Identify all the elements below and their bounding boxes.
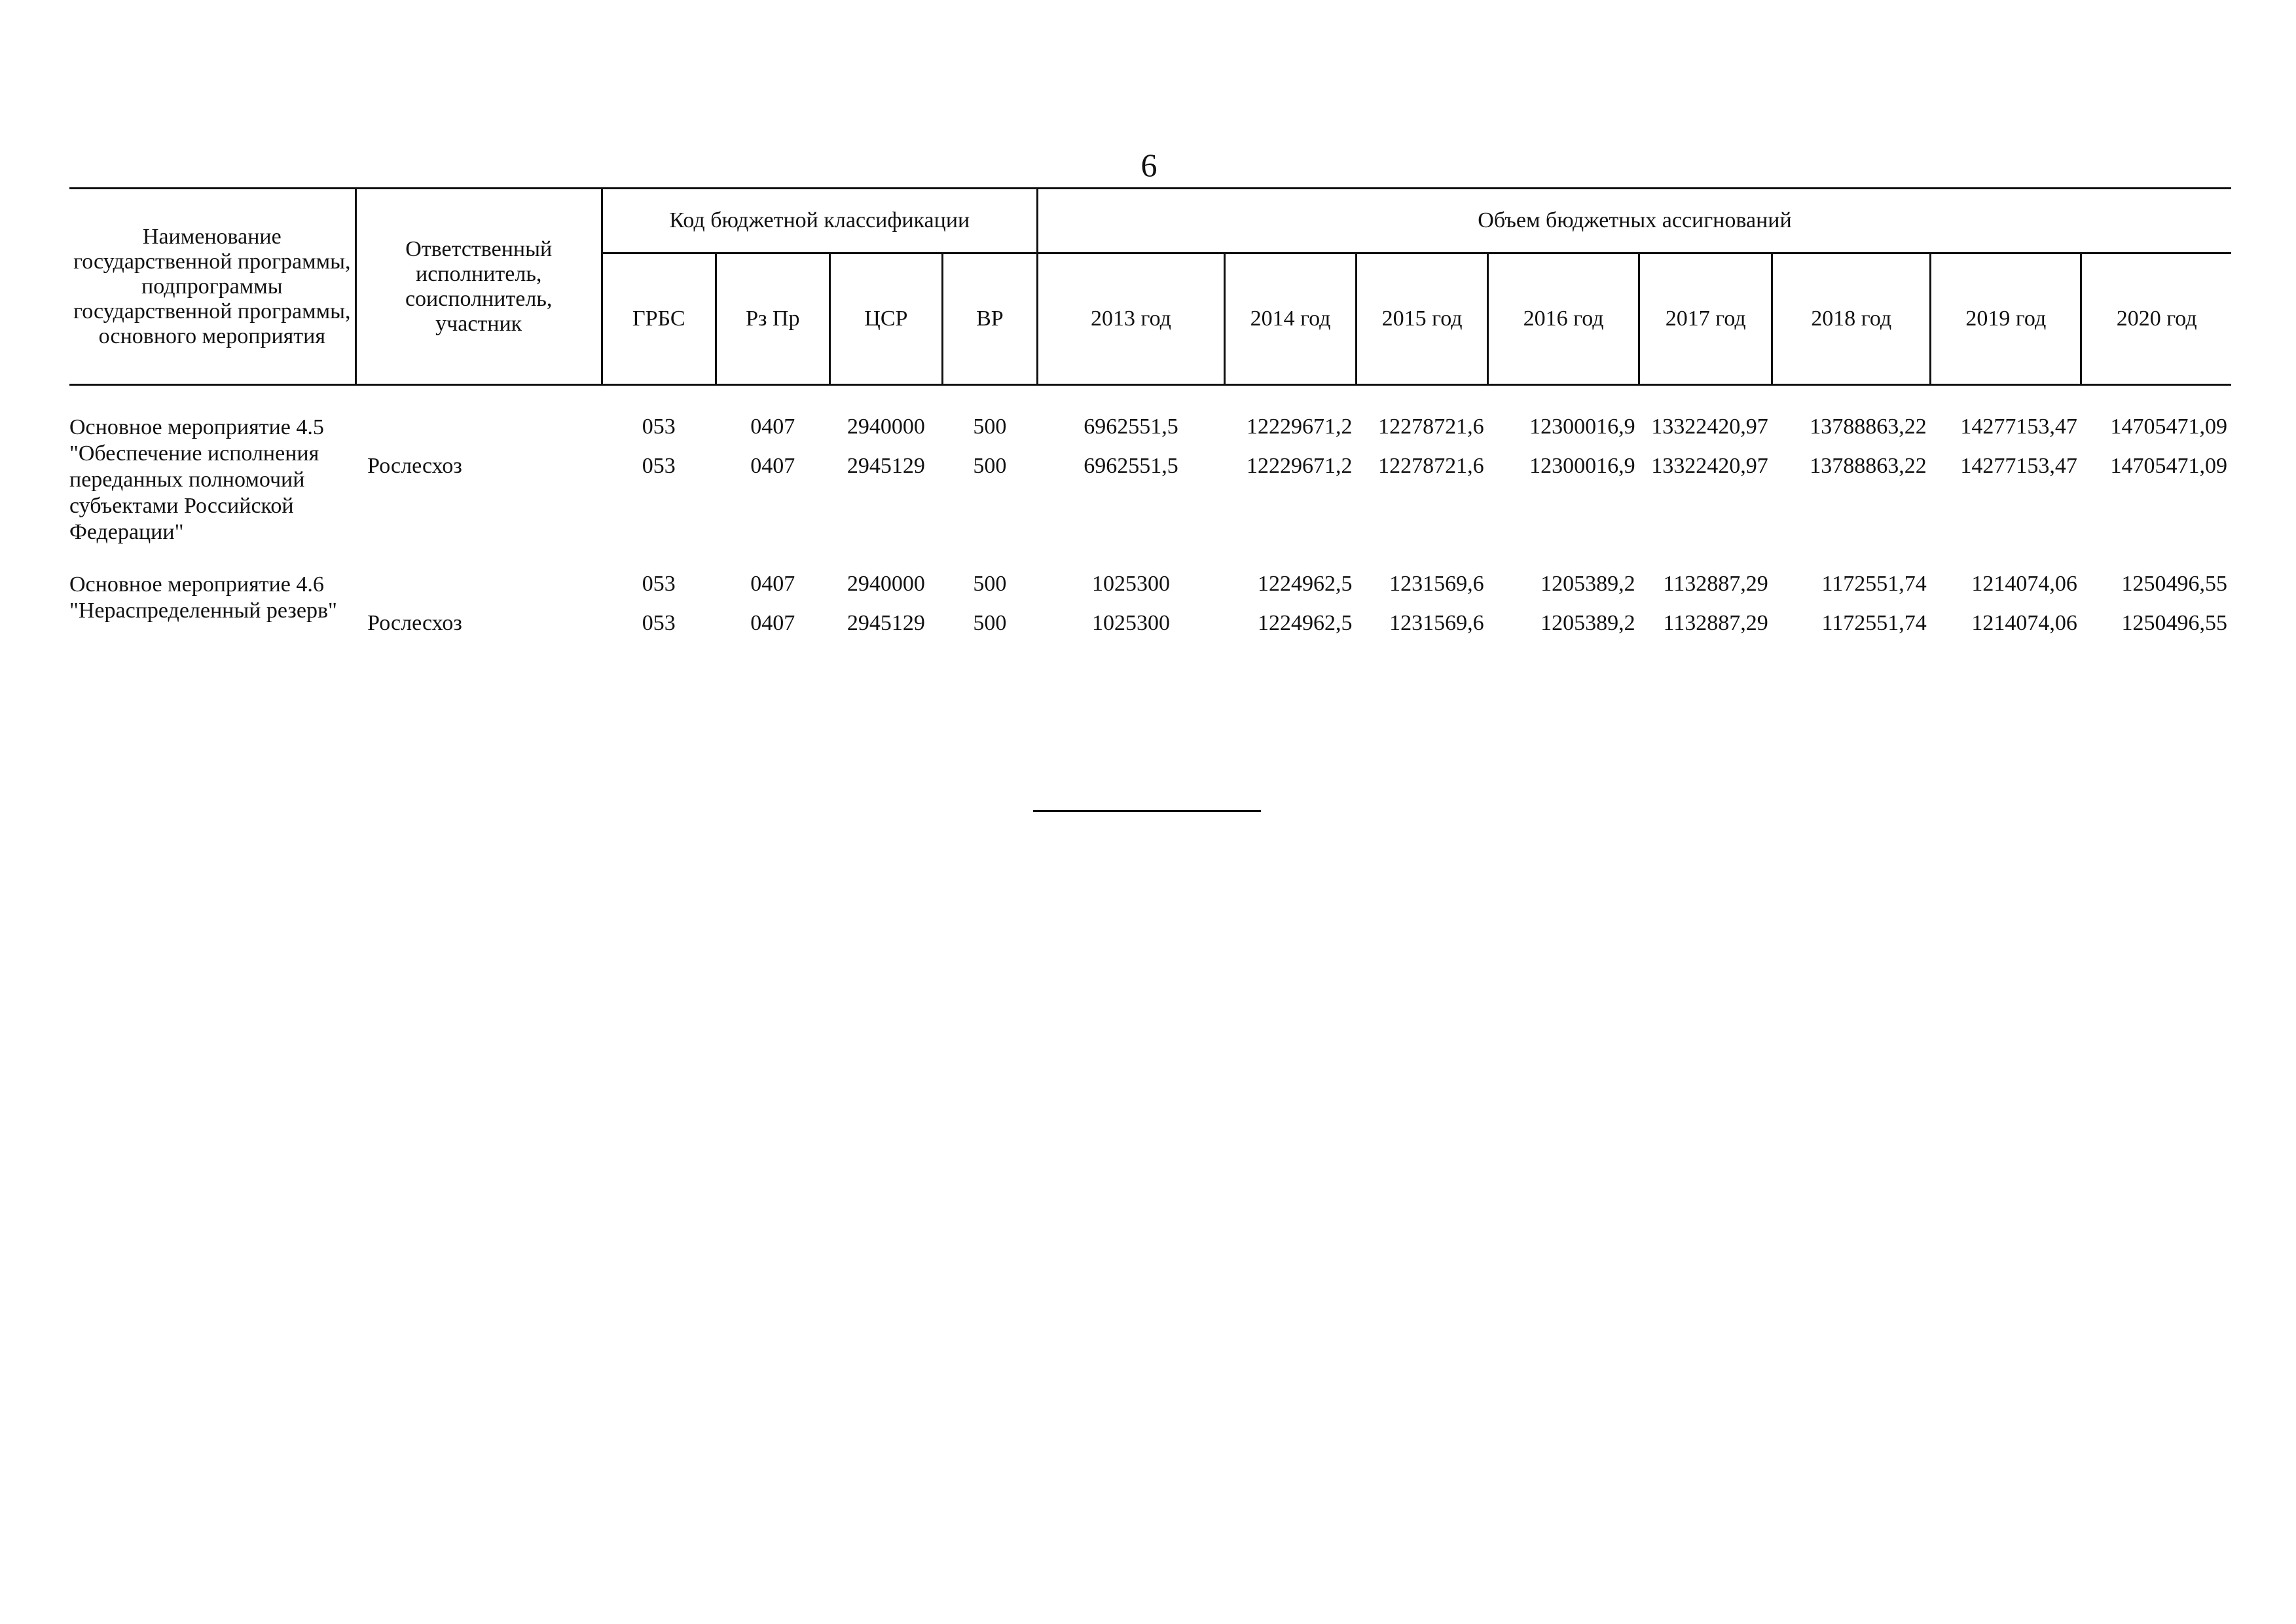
value-2018: 1172551,74	[1821, 572, 1927, 596]
header-year-2017: 2017 год	[1639, 253, 1772, 385]
grbs-cell: 053	[642, 611, 676, 635]
program-name-cell: Основное мероприятие 4.6 "Нераспределенный резерв"	[69, 572, 337, 623]
value-2015: 12278721,6	[1378, 454, 1484, 478]
value-2019: 14277153,47	[1960, 454, 2077, 478]
value-2013: 1025300	[1091, 611, 1170, 635]
rzpr-cell: 0407	[750, 572, 795, 596]
rzpr-cell: 0407	[750, 415, 795, 439]
header-year-2019: 2019 год	[1931, 253, 2081, 385]
header-budget-volume-group: Объем бюджетных ассигнований	[1037, 189, 2231, 253]
value-2020: 1250496,55	[2121, 611, 2227, 635]
value-2019: 1214074,06	[1971, 611, 2077, 635]
value-2019: 1214074,06	[1971, 572, 2077, 596]
vr-cell: 500	[973, 415, 1007, 439]
value-2013: 6962551,5	[1084, 454, 1178, 478]
value-2017: 13322420,97	[1651, 454, 1768, 478]
value-2018: 1172551,74	[1821, 611, 1927, 635]
table-row	[69, 415, 2231, 454]
value-2018: 13788863,22	[1810, 415, 1927, 439]
value-2014: 12229671,2	[1247, 454, 1353, 478]
value-2020: 14705471,09	[2110, 415, 2227, 439]
header-name-column: Наименование государственной программы, подпрограммы государственной программы, основного мероприятия	[69, 189, 355, 385]
header-year-2015: 2015 год	[1357, 253, 1488, 385]
rzpr-cell: 0407	[750, 611, 795, 635]
value-2014: 12229671,2	[1247, 415, 1353, 439]
responsible-cell: Рослесхоз	[367, 611, 462, 635]
value-2019: 14277153,47	[1960, 415, 2077, 439]
value-2015: 1231569,6	[1389, 572, 1484, 596]
header-year-2020: 2020 год	[2081, 253, 2231, 385]
csr-cell: 2940000	[847, 572, 925, 596]
grbs-cell: 053	[642, 572, 676, 596]
header-responsible-column: Ответственный исполнитель, соисполнитель, участник	[355, 189, 602, 385]
value-2016: 1205389,2	[1540, 611, 1635, 635]
table-row	[69, 454, 2231, 493]
value-2017: 1132887,29	[1663, 611, 1768, 635]
value-2013: 6962551,5	[1084, 415, 1178, 439]
value-2014: 1224962,5	[1258, 572, 1353, 596]
csr-cell: 2945129	[847, 611, 925, 635]
value-2016: 12300016,9	[1529, 454, 1635, 478]
value-2017: 1132887,29	[1663, 572, 1768, 596]
value-2015: 1231569,6	[1389, 611, 1484, 635]
value-2020: 1250496,55	[2121, 572, 2227, 596]
header-year-2013: 2013 год	[1037, 253, 1224, 385]
value-2016: 1205389,2	[1540, 572, 1635, 596]
csr-cell: 2945129	[847, 454, 925, 478]
value-2017: 13322420,97	[1651, 415, 1768, 439]
grbs-cell: 053	[642, 454, 676, 478]
value-2014: 1224962,5	[1258, 611, 1353, 635]
value-2015: 12278721,6	[1378, 415, 1484, 439]
csr-cell: 2940000	[847, 415, 925, 439]
vr-cell: 500	[973, 611, 1007, 635]
budget-allocations-table	[69, 187, 2231, 650]
page-number: 6	[1140, 147, 1157, 183]
header-grbs: ГРБС	[602, 253, 716, 385]
vr-cell: 500	[973, 454, 1007, 478]
header-vr: ВР	[942, 253, 1037, 385]
header-year-2018: 2018 год	[1772, 253, 1931, 385]
vr-cell: 500	[973, 572, 1007, 596]
value-2016: 12300016,9	[1529, 415, 1635, 439]
value-2018: 13788863,22	[1810, 454, 1927, 478]
header-year-2016: 2016 год	[1488, 253, 1639, 385]
table-row	[69, 611, 2231, 650]
header-csr: ЦСР	[829, 253, 942, 385]
table-row	[69, 572, 2231, 611]
rzpr-cell: 0407	[750, 454, 795, 478]
header-rzpr: Рз Пр	[716, 253, 829, 385]
grbs-cell: 053	[642, 415, 676, 439]
header-year-2014: 2014 год	[1225, 253, 1357, 385]
header-budget-code-group: Код бюджетной классификации	[602, 189, 1037, 253]
value-2020: 14705471,09	[2110, 454, 2227, 478]
end-of-document-rule	[1033, 810, 1261, 812]
value-2013: 1025300	[1091, 572, 1170, 596]
responsible-cell: Рослесхоз	[367, 454, 462, 478]
program-name-cell: Основное мероприятие 4.5 "Обеспечение исполнения переданных полномочий субъектами Российской Федерации"	[69, 415, 324, 544]
